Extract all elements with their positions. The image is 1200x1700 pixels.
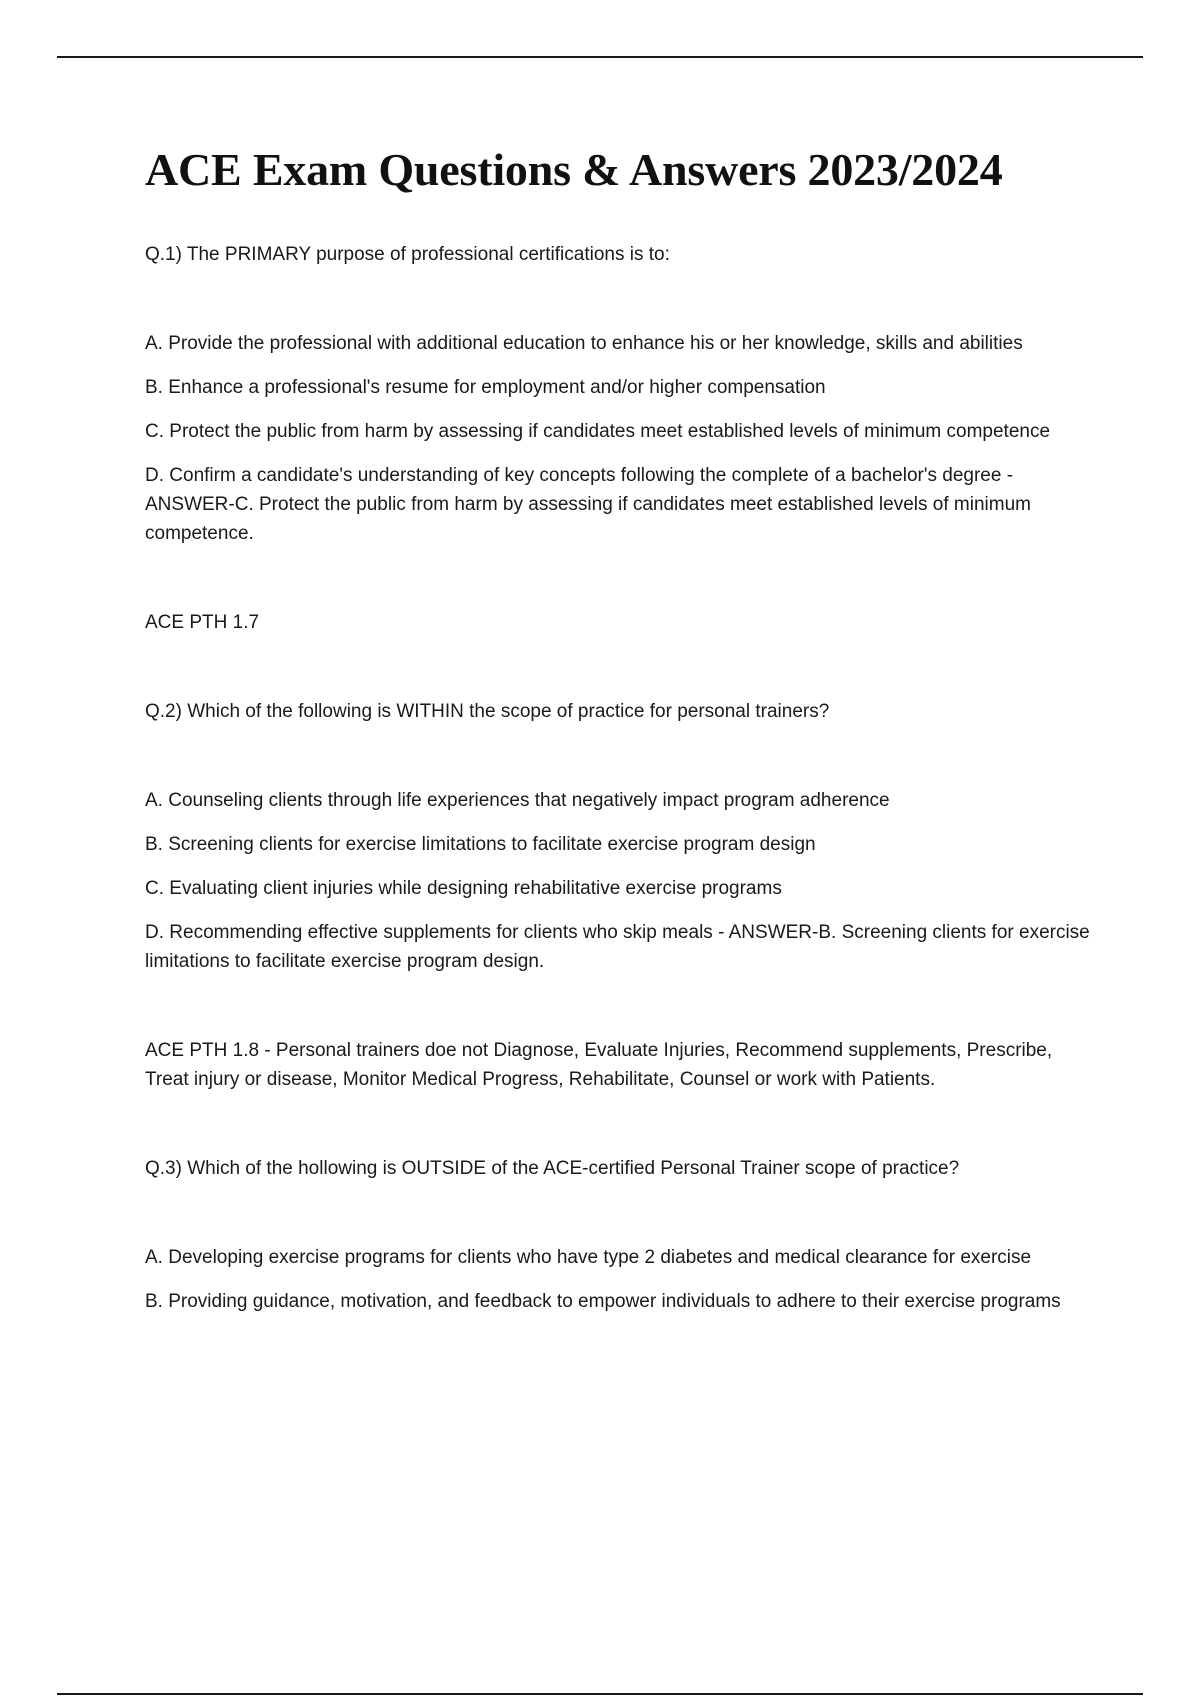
question-1-option-d-answer: D. Confirm a candidate's understanding of key concepts following the complete of a bachelor's degree - ANSWER-C. Protect the public from harm by assessing if candidates meet established levels of minimum competence.	[145, 465, 1031, 544]
question-2-option-d-answer: D. Recommending effective supplements for clients who skip meals - ANSWER-B. Screening clients for exercise limitations to facilitate exercise program design.	[145, 922, 1090, 972]
question-3-option-a: A. Developing exercise programs for clients who have type 2 diabetes and medical clearance for exercise	[145, 1247, 1032, 1268]
question-2-option-b: B. Screening clients for exercise limitations to facilitate exercise program design	[145, 834, 816, 855]
question-1: Q.1) The PRIMARY purpose of professional certifications is to:	[145, 244, 670, 265]
top-rule	[57, 56, 1143, 58]
bottom-rule	[57, 1693, 1143, 1695]
question-1-reference: ACE PTH 1.7	[145, 612, 260, 633]
document-body	[145, 140, 1100, 1331]
question-3: Q.3) Which of the hollowing is OUTSIDE of the ACE-certified Personal Trainer scope of practice?	[145, 1158, 960, 1179]
document-title: ACE Exam Questions & Answers 2023/2024	[145, 144, 1003, 195]
question-1-option-b: B. Enhance a professional's resume for employment and/or higher compensation	[145, 377, 826, 398]
question-2-option-c: C. Evaluating client injuries while designing rehabilitative exercise programs	[145, 878, 782, 899]
question-1-option-a: A. Provide the professional with additional education to enhance his or her knowledge, skills and abilities	[145, 333, 1023, 354]
question-1-option-c: C. Protect the public from harm by assessing if candidates meet established levels of minimum competence	[145, 421, 1051, 442]
question-2: Q.2) Which of the following is WITHIN the scope of practice for personal trainers?	[145, 701, 830, 722]
question-3-option-b: B. Providing guidance, motivation, and feedback to empower individuals to adhere to their exercise programs	[145, 1291, 1061, 1312]
question-2-reference: ACE PTH 1.8 - Personal trainers doe not Diagnose, Evaluate Injuries, Recommend supplements, Prescribe, Treat injury or disease, Monitor Medical Progress, Rehabilitate, Counsel or work with Patients.	[145, 1040, 1053, 1090]
question-2-option-a: A. Counseling clients through life experiences that negatively impact program adherence	[145, 790, 890, 811]
